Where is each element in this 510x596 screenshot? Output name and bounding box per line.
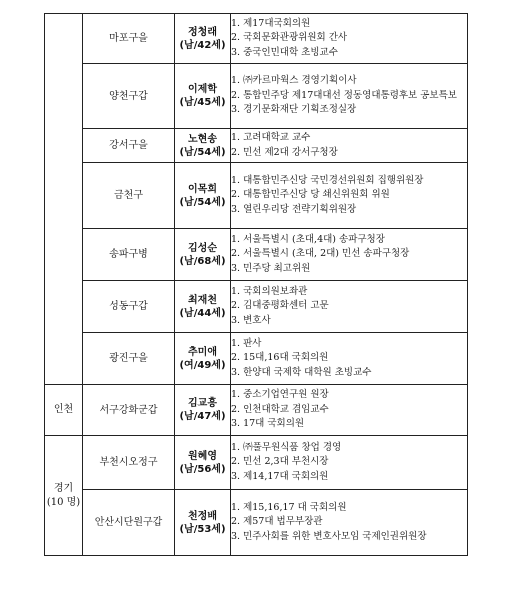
district-cell: 안산시단원구갑 — [83, 490, 175, 556]
candidate-table — [44, 13, 468, 556]
district-cell: 송파구병 — [83, 229, 175, 281]
candidate-name: 김교흥 — [188, 398, 217, 409]
table-row — [45, 281, 468, 333]
district-cell: 금천구 — [83, 163, 175, 229]
career-cell — [231, 129, 468, 163]
table-row — [45, 229, 468, 281]
career-cell — [231, 385, 468, 436]
career-item: 1. 중소기업연구원 원장 — [231, 389, 329, 401]
career-item: 1. 국회의원보좌관 — [231, 285, 308, 297]
candidate-name: 이목희 — [188, 183, 217, 195]
career-item: 2. 국회문화관광위원회 간사 — [231, 32, 348, 44]
candidate-cell — [175, 436, 231, 490]
district-cell: 양천구갑 — [83, 64, 175, 129]
career-item: 1. ㈜카르마웍스 경영기획이사 — [231, 75, 357, 87]
career-item: 2. 민선 2,3대 부천시장 — [231, 456, 329, 468]
career-cell — [231, 64, 468, 129]
table-row — [45, 333, 468, 385]
candidate-name: 이제학 — [188, 84, 217, 95]
career-item: 1. 제17대국회의원 — [231, 17, 311, 29]
candidate-cell — [175, 129, 231, 163]
district-cell: 서구강화군갑 — [83, 385, 175, 436]
career-item: 2. 15대,16대 국회의원 — [231, 352, 329, 364]
career-item: 2. 통합민주당 제17대대선 정동영대통령후보 공보특보 — [231, 89, 457, 101]
candidate-info: (남/42세) — [179, 39, 226, 51]
career-cell — [231, 436, 468, 490]
career-item: 1. 제15,16,17 대 국회의원 — [231, 501, 347, 513]
candidate-info: (남/47세) — [179, 411, 226, 422]
candidate-cell — [175, 281, 231, 333]
career-item: 3. 중국인민대학 초빙교수 — [231, 46, 338, 58]
career-item: 3. 열린우리당 전략기획위원장 — [231, 203, 357, 215]
career-item: 2. 민선 제2대 강서구청장 — [231, 146, 338, 158]
candidate-info: (남/53세) — [179, 523, 226, 535]
candidate-info: (남/56세) — [179, 463, 226, 475]
candidate-cell — [175, 229, 231, 281]
district-cell: 강서구을 — [83, 129, 175, 163]
region-name: 경기 — [53, 482, 74, 494]
career-item: 2. 김대중평화센터 고문 — [231, 300, 329, 312]
career-item: 3. 제14,17대 국회의원 — [231, 470, 329, 482]
district-cell: 마포구을 — [83, 14, 175, 64]
region-cell-seoul — [45, 14, 83, 385]
table-row — [45, 436, 468, 490]
career-item: 3. 민주사회를 위한 변호사모임 국제인권위원장 — [231, 530, 427, 542]
career-item: 2. 인천대학교 겸임교수 — [231, 403, 329, 415]
candidate-name: 원혜영 — [188, 450, 217, 462]
career-item: 3. 한양대 국제학 대학원 초빙교수 — [231, 366, 372, 378]
region-cell-gyeonggi — [45, 436, 83, 556]
candidate-cell — [175, 64, 231, 129]
career-item: 2. 대통합민주신당 당 쇄신위원회 위원 — [231, 189, 390, 201]
region-count: (10 명) — [46, 496, 81, 508]
candidate-cell — [175, 14, 231, 64]
candidate-info: (남/54세) — [179, 196, 226, 208]
career-cell — [231, 229, 468, 281]
district-cell: 성동구갑 — [83, 281, 175, 333]
candidate-cell — [175, 333, 231, 385]
district-cell: 부천시오정구 — [83, 436, 175, 490]
career-item: 1. 판사 — [231, 337, 262, 349]
career-item: 3. 변호사 — [231, 314, 271, 326]
table-row — [45, 490, 468, 556]
career-cell — [231, 490, 468, 556]
table-row — [45, 163, 468, 229]
table-row — [45, 14, 468, 64]
region-cell-incheon: 인천 — [45, 385, 83, 436]
career-cell — [231, 333, 468, 385]
career-item: 1. 대통합민주신당 국민경선위원회 집행위원장 — [231, 174, 424, 186]
career-cell — [231, 14, 468, 64]
candidate-name: 추미애 — [188, 346, 217, 358]
career-cell — [231, 163, 468, 229]
candidate-name: 노현송 — [188, 133, 217, 145]
candidate-info: (남/45세) — [179, 97, 226, 108]
career-cell — [231, 281, 468, 333]
candidate-info: (남/54세) — [179, 146, 226, 158]
table-row — [45, 385, 468, 436]
district-cell: 광진구을 — [83, 333, 175, 385]
table-row — [45, 64, 468, 129]
career-item: 1. 고려대학교 교수 — [231, 132, 311, 144]
candidate-name: 천정배 — [188, 510, 217, 522]
candidate-name: 최재천 — [188, 294, 217, 306]
candidate-cell — [175, 490, 231, 556]
career-item: 3. 경기문화재단 기획조정실장 — [231, 104, 357, 116]
candidate-cell — [175, 163, 231, 229]
candidate-info: (남/44세) — [179, 307, 226, 319]
career-item: 2. 제57대 법무부장관 — [231, 516, 323, 528]
candidate-name: 김성순 — [188, 242, 217, 254]
career-item: 3. 17대 국회의원 — [231, 418, 305, 430]
career-item: 2. 서울특별시 (초대, 2대) 민선 송파구청장 — [231, 248, 410, 260]
career-item: 1. ㈜풀무원식품 창업 경영 — [231, 441, 342, 453]
candidate-name: 정청래 — [188, 26, 217, 38]
table-row — [45, 129, 468, 163]
career-item: 1. 서울특별시 (초대,4대) 송파구청장 — [231, 233, 385, 245]
career-item: 3. 민주당 최고위원 — [231, 262, 311, 274]
candidate-cell — [175, 385, 231, 436]
candidate-info: (남/68세) — [179, 255, 226, 267]
candidate-info: (여/49세) — [179, 359, 226, 371]
